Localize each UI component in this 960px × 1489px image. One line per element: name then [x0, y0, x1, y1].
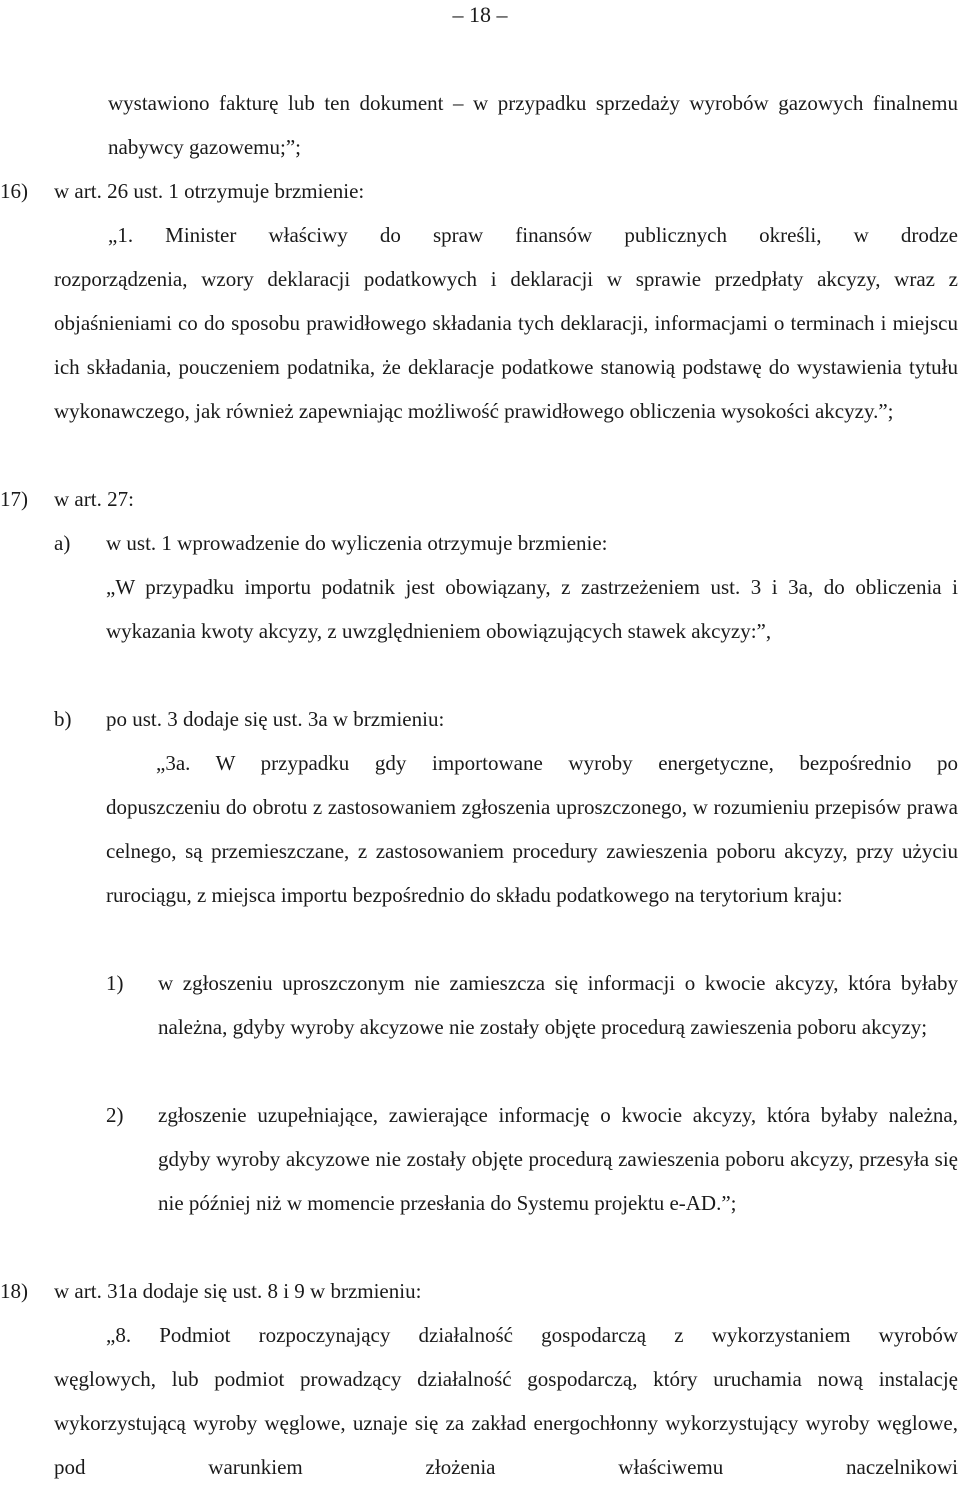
item-17a-text: w ust. 1 wprowadzenie do wyliczenia otrzymuje brzmienie:: [106, 531, 608, 555]
subitem-1-text: w zgłoszeniu uproszczonym nie zamieszcza się informacji o kwocie akcyzy, która byłaby należna, gdyby wyroby akcyzowe nie zostały objęte procedurą zawieszenia poboru akcyzy;: [158, 971, 958, 1039]
item-17b-letter: b): [54, 707, 72, 731]
page-number: – 18 –: [452, 2, 508, 27]
item-16-quote-body: rozporządzenia, wzory deklaracji podatkowych i deklaracji w sprawie przedpłaty akcyzy, wraz z objaśnieniami co do sposobu prawidłowego składania tych deklaracji, informacjami o terminach i miejscu ich składania, pouczeniem podatnika, że deklaracje podatkowe stanowią podstawę do wystawienia tytułu wykonawczego, jak również zapewniając możliwość prawidłowego obliczenia wysokości akcyzy.”;: [54, 267, 958, 423]
item-16-quote-first-line: „1. Minister właściwy do spraw finansów publicznych określi, w drodze: [108, 223, 958, 247]
item-18-quote-body: węglowych, lub podmiot prowadzący działalność gospodarczą, który uruchamia nową instalację wykorzystującą wyroby węglowe, uznaje się za zakład energochłonny wykorzystujący wyroby węglowe, pod warunkiem złożenia właściwemu naczelnikowi: [54, 1367, 958, 1479]
subitem-number-1: 1): [106, 971, 124, 995]
item-17b-quote-first-line: „3a. W przypadku gdy importowane wyroby energetyczne, bezpośrednio po: [156, 751, 958, 775]
item-17b-quote-body: dopuszczeniu do obrotu z zastosowaniem zgłoszenia uproszczonego, w rozumieniu przepisów prawa celnego, są przemieszczane, z zastosowaniem procedury zawieszenia poboru akcyzy, przy użyciu rurociągu, z miejsca importu bezpośrednio do składu podatkowego na terytorium kraju:: [106, 795, 958, 907]
subitem-2-text: zgłoszenie uzupełniające, zawierające informację o kwocie akcyzy, która byłaby należna, gdyby wyroby akcyzowe nie zostały objęte procedurą zawieszenia poboru akcyzy, przesyła się nie później niż w momencie przesłania do Systemu projektu e-AD.”;: [158, 1103, 958, 1215]
paragraph-continuation: wystawiono fakturę lub ten dokument – w przypadku sprzedaży wyrobów gazowych finalnemu nabywcy gazowemu;”;: [108, 91, 958, 159]
item-17a-quote: „W przypadku importu podatnik jest obowiązany, z zastrzeżeniem ust. 3 i 3a, do obliczenia i wykazania kwoty akcyzy, z uwzględnieniem obowiązujących stawek akcyzy:”,: [106, 575, 958, 643]
item-18-text: w art. 31a dodaje się ust. 8 i 9 w brzmieniu:: [54, 1279, 422, 1303]
item-17-text: w art. 27:: [54, 487, 134, 511]
subitem-number-2: 2): [106, 1103, 124, 1127]
item-17a-letter: a): [54, 531, 71, 555]
item-17b-text: po ust. 3 dodaje się ust. 3a w brzmieniu:: [106, 707, 445, 731]
item-18-quote-first-line: „8. Podmiot rozpoczynający działalność gospodarczą z wykorzystaniem wyrobów: [106, 1323, 958, 1347]
item-16-text: w art. 26 ust. 1 otrzymuje brzmienie:: [54, 179, 365, 203]
item-number-16: 16): [0, 179, 28, 203]
item-number-18: 18): [0, 1279, 28, 1303]
item-number-17: 17): [0, 487, 28, 511]
